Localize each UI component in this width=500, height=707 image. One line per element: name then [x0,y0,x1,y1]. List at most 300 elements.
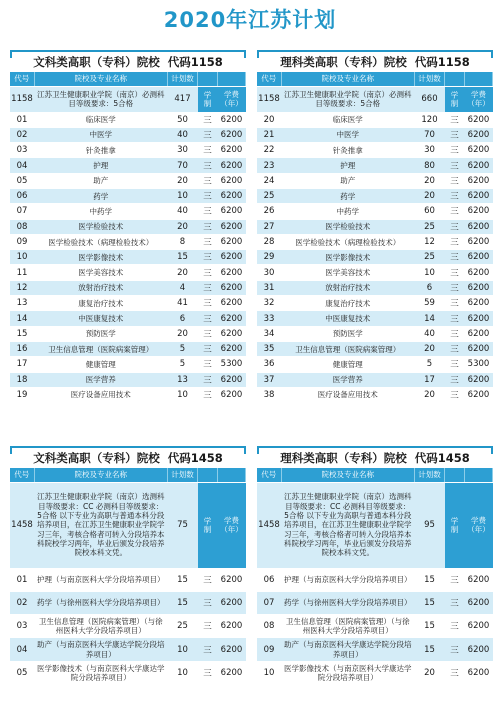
major-name: 临床医学 [34,112,168,127]
major-fee: 6200 [218,280,246,295]
major-code: 27 [257,219,281,234]
major-system: 三 [198,296,218,311]
major-name: 中医学 [281,127,415,142]
major-system: 三 [198,280,218,295]
major-name: 卫生信息管理（医院病案管理）（与徐州医科大学分段培养项目） [281,614,415,638]
system-label: 学制 [445,482,465,568]
major-plan: 12 [415,234,445,249]
plan-table [10,468,246,686]
table-row [10,311,246,326]
major-plan: 10 [415,265,445,280]
corner-decoration [10,446,18,454]
table-row [10,112,246,127]
major-system: 三 [198,372,218,387]
major-fee: 6200 [218,127,246,142]
major-fee: 6200 [465,265,493,280]
major-fee: 6200 [218,326,246,341]
major-code: 07 [257,591,281,614]
major-fee: 6200 [218,341,246,356]
major-fee: 6200 [465,638,493,662]
plan-table [257,72,493,403]
major-plan: 25 [415,250,445,265]
major-name: 医学美容技术 [281,265,415,280]
table-row [10,341,246,356]
major-fee: 6200 [218,158,246,173]
table-row [257,250,493,265]
major-code: 18 [10,372,34,387]
table-row [257,188,493,203]
major-name: 医疗设备应用技术 [281,387,415,402]
major-code: 32 [257,296,281,311]
major-name: 护理 [34,158,168,173]
major-name: 医学影像技术（与南京医科大学康达学院分段培养项目） [281,662,415,686]
institution-plan: 75 [168,482,198,568]
major-name: 药学 [34,188,168,203]
major-system: 三 [445,591,465,614]
major-code: 10 [10,250,34,265]
major-name: 医学检验技术（病理检验技术） [34,234,168,249]
institution-name: 江苏卫生健康职业学院（南京）必测科目等级要求：5合格 [281,86,415,112]
panel-header [10,446,246,468]
major-plan: 20 [415,188,445,203]
major-plan: 30 [415,143,445,158]
major-plan: 8 [168,234,198,249]
major-system: 三 [445,638,465,662]
major-code: 08 [257,614,281,638]
major-system: 三 [445,234,465,249]
major-fee: 6200 [465,614,493,638]
major-plan: 6 [415,280,445,295]
major-plan: 50 [168,112,198,127]
major-plan: 10 [168,662,198,686]
col-header-name: 院校及专业名称 [34,468,168,482]
major-fee: 6200 [218,143,246,158]
major-fee: 6200 [465,296,493,311]
major-code: 31 [257,280,281,295]
major-system: 三 [445,357,465,372]
panel-code: 代码1158 [414,55,470,69]
major-system: 三 [198,143,218,158]
major-system: 三 [198,357,218,372]
institution-name: 江苏卫生健康职业学院（南京）选测科目等级要求：CC 必测科目等级要求：5合格 以下专业为高职与普通本科分段培养项目，在江苏卫生健康职业学院学习三年，考核合格者可转入分段培养本科院校学习两年，毕业后颁发分段培养院校本科文凭。 [281,482,415,568]
major-fee: 6200 [218,662,246,686]
major-fee: 6200 [465,326,493,341]
col-header-system [445,468,465,482]
major-plan: 41 [168,296,198,311]
major-system: 三 [198,219,218,234]
major-system: 三 [445,265,465,280]
major-code: 01 [10,112,34,127]
table-row [257,234,493,249]
col-header-plan: 计划数 [415,468,445,482]
major-fee: 6200 [465,234,493,249]
major-plan: 5 [168,341,198,356]
major-plan: 70 [415,127,445,142]
major-code: 37 [257,372,281,387]
major-plan: 20 [415,662,445,686]
table-row [257,296,493,311]
corner-decoration [10,50,18,58]
major-fee: 6200 [465,372,493,387]
major-system: 三 [445,614,465,638]
major-plan: 10 [168,638,198,662]
major-system: 三 [445,250,465,265]
major-plan: 20 [168,265,198,280]
major-code: 03 [10,143,34,158]
major-plan: 60 [415,204,445,219]
panel-title: 理科类高职（专科）院校 [280,451,407,465]
corner-decoration [257,50,265,58]
major-name: 药学（与徐州医科大学分段培养项目） [34,591,168,614]
major-system: 三 [198,387,218,402]
major-name: 医疗设备应用技术 [34,387,168,402]
table-row [10,326,246,341]
col-header-fee [218,72,246,86]
major-name: 预防医学 [34,326,168,341]
major-code: 05 [10,173,34,188]
fee-label: 学费（年） [465,482,493,568]
table-row [10,265,246,280]
institution-plan: 417 [168,86,198,112]
major-plan: 40 [415,326,445,341]
major-code: 08 [10,219,34,234]
major-code: 35 [257,341,281,356]
major-system: 三 [445,112,465,127]
major-system: 三 [445,662,465,686]
major-name: 临床医学 [281,112,415,127]
major-code: 11 [10,265,34,280]
major-code: 13 [10,296,34,311]
fee-label: 学费（年） [465,86,493,112]
major-fee: 6200 [218,568,246,591]
col-header-name: 院校及专业名称 [281,468,415,482]
table-row [257,280,493,295]
col-header-fee [465,72,493,86]
table-row [257,591,493,614]
table-row [10,173,246,188]
major-name: 护理 [281,158,415,173]
major-fee: 6200 [218,234,246,249]
major-name: 医学影像技术 [34,250,168,265]
major-code: 17 [10,357,34,372]
major-fee: 6200 [218,638,246,662]
panel-code: 代码1458 [414,451,470,465]
major-fee: 6200 [465,204,493,219]
major-code: 22 [257,143,281,158]
major-name: 助产 [34,173,168,188]
table-row [257,173,493,188]
institution-code: 1458 [257,482,281,568]
major-name: 医学检验技术 [281,219,415,234]
panel-title: 文科类高职（专科）院校 [33,55,160,69]
major-name: 药学（与徐州医科大学分段培养项目） [281,591,415,614]
table-row [10,250,246,265]
corner-decoration [238,446,246,454]
table-row [257,127,493,142]
major-name: 助产（与南京医科大学康达学院分段培养项目） [34,638,168,662]
col-header-code: 代号 [257,468,281,482]
major-code: 04 [10,158,34,173]
major-name: 健康管理 [281,357,415,372]
major-code: 12 [10,280,34,295]
major-system: 三 [198,638,218,662]
table-row [10,158,246,173]
major-plan: 15 [415,614,445,638]
plan-panel [257,50,493,403]
major-fee: 6200 [465,158,493,173]
major-code: 02 [10,127,34,142]
col-header-fee [465,468,493,482]
major-fee: 6200 [465,662,493,686]
major-code: 30 [257,265,281,280]
major-fee: 6200 [218,204,246,219]
major-system: 三 [445,372,465,387]
major-code: 21 [257,127,281,142]
panel-title: 理科类高职（专科）院校 [280,55,407,69]
major-name: 中药学 [281,204,415,219]
institution-code: 1458 [10,482,34,568]
table-row [10,188,246,203]
corner-decoration [485,446,493,454]
major-fee: 6200 [465,112,493,127]
system-label: 学制 [445,86,465,112]
major-system: 三 [445,219,465,234]
major-code: 24 [257,173,281,188]
major-fee: 6200 [465,143,493,158]
table-row [257,372,493,387]
col-header-name: 院校及专业名称 [34,72,168,86]
plan-table [257,468,493,686]
major-system: 三 [445,127,465,142]
major-code: 10 [257,662,281,686]
major-name: 康复治疗技术 [34,296,168,311]
plan-panel [257,446,493,686]
table-row [10,127,246,142]
major-plan: 15 [168,568,198,591]
major-system: 三 [198,234,218,249]
major-plan: 30 [168,143,198,158]
major-code: 23 [257,158,281,173]
major-system: 三 [198,614,218,638]
major-plan: 20 [168,173,198,188]
major-name: 护理（与南京医科大学分段培养项目） [34,568,168,591]
major-name: 助产（与南京医科大学康达学院分段培养项目） [281,638,415,662]
table-row [257,143,493,158]
corner-decoration [485,50,493,58]
col-header-fee [218,468,246,482]
major-fee: 5300 [218,357,246,372]
major-code: 29 [257,250,281,265]
table-row [257,638,493,662]
major-plan: 20 [168,326,198,341]
major-name: 卫生信息管理（医院病案管理）（与徐州医科大学分段培养项目） [34,614,168,638]
major-code: 09 [257,638,281,662]
table-row [10,219,246,234]
major-fee: 6200 [218,311,246,326]
institution-plan: 660 [415,86,445,112]
major-fee: 6200 [465,341,493,356]
major-fee: 6200 [465,127,493,142]
major-fee: 6200 [465,311,493,326]
table-row [257,387,493,402]
major-code: 04 [10,638,34,662]
table-row [10,143,246,158]
panel-code: 代码1158 [167,55,223,69]
col-header-plan: 计划数 [415,72,445,86]
col-header-system [198,468,218,482]
major-plan: 5 [415,357,445,372]
major-code: 01 [10,568,34,591]
panel-header [10,50,246,72]
major-system: 三 [198,311,218,326]
major-fee: 6200 [465,250,493,265]
major-system: 三 [198,250,218,265]
major-system: 三 [445,326,465,341]
major-name: 药学 [281,188,415,203]
major-system: 三 [198,326,218,341]
major-name: 放射治疗技术 [281,280,415,295]
table-row [257,219,493,234]
table-row [10,591,246,614]
major-system: 三 [198,341,218,356]
major-fee: 6200 [218,614,246,638]
major-name: 医学影像技术 [281,250,415,265]
table-row [257,311,493,326]
major-plan: 20 [415,387,445,402]
major-plan: 20 [415,341,445,356]
major-name: 医学营养 [34,372,168,387]
table-row [10,387,246,402]
table-row [257,265,493,280]
major-system: 三 [198,112,218,127]
panel-title: 文科类高职（专科）院校 [33,451,160,465]
table-row [257,158,493,173]
major-fee: 5300 [465,357,493,372]
major-name: 针灸推拿 [281,143,415,158]
col-header-code: 代号 [257,72,281,86]
major-system: 三 [445,173,465,188]
major-plan: 20 [168,219,198,234]
institution-name: 江苏卫生健康职业学院（南京）选测科目等级要求：CC 必测科目等级要求：5合格 以下专业为高职与普通本科分段培养项目，在江苏卫生健康职业学院学习三年，考核合格者可转入分段培养本科院校学习两年，毕业后颁发分段培养院校本科文凭。 [34,482,168,568]
major-system: 三 [445,341,465,356]
major-system: 三 [198,127,218,142]
institution-code: 1158 [257,86,281,112]
col-header-system [445,72,465,86]
major-plan: 6 [168,311,198,326]
major-code: 15 [10,326,34,341]
major-system: 三 [198,591,218,614]
major-fee: 6200 [465,280,493,295]
major-name: 助产 [281,173,415,188]
col-header-plan: 计划数 [168,72,198,86]
major-code: 06 [257,568,281,591]
major-fee: 6200 [218,250,246,265]
major-code: 36 [257,357,281,372]
major-name: 中药学 [34,204,168,219]
system-label: 学制 [198,482,218,568]
major-plan: 80 [415,158,445,173]
major-system: 三 [198,662,218,686]
table-row [257,357,493,372]
major-code: 19 [10,387,34,402]
table-row [257,662,493,686]
corner-decoration [238,50,246,58]
major-plan: 70 [168,158,198,173]
major-name: 医学检验技术（病理检验技术） [281,234,415,249]
fee-label: 学费（年） [218,482,246,568]
table-row [10,614,246,638]
major-plan: 17 [415,372,445,387]
table-row [10,204,246,219]
panel-code: 代码1458 [167,451,223,465]
major-name: 医学检验技术 [34,219,168,234]
major-name: 卫生信息管理（医院病案管理） [281,341,415,356]
major-fee: 6200 [218,112,246,127]
col-header-name: 院校及专业名称 [281,72,415,86]
major-plan: 15 [415,591,445,614]
major-fee: 6200 [218,387,246,402]
major-code: 06 [10,188,34,203]
major-name: 中医学 [34,127,168,142]
major-plan: 10 [168,188,198,203]
major-plan: 59 [415,296,445,311]
table-row [257,204,493,219]
major-fee: 6200 [218,188,246,203]
major-code: 07 [10,204,34,219]
panel-header [257,50,493,72]
table-row [257,568,493,591]
major-system: 三 [198,188,218,203]
table-row [10,357,246,372]
table-row [257,326,493,341]
major-name: 卫生信息管理（医院病案管理） [34,341,168,356]
table-row [257,341,493,356]
table-row [10,296,246,311]
major-name: 医学美容技术 [34,265,168,280]
major-system: 三 [445,204,465,219]
page-title: 2020年江苏计划 [163,8,337,32]
major-name: 康复治疗技术 [281,296,415,311]
major-code: 05 [10,662,34,686]
major-system: 三 [445,311,465,326]
major-code: 09 [10,234,34,249]
institution-plan: 95 [415,482,445,568]
major-code: 16 [10,341,34,356]
major-fee: 6200 [218,265,246,280]
table-row [10,234,246,249]
major-name: 医学影像技术（与南京医科大学康达学院分段培养项目） [34,662,168,686]
col-header-code: 代号 [10,468,34,482]
major-system: 三 [198,568,218,591]
major-plan: 13 [168,372,198,387]
major-system: 三 [198,173,218,188]
major-fee: 6200 [218,591,246,614]
major-plan: 5 [168,357,198,372]
major-plan: 20 [415,173,445,188]
plan-panel [10,446,246,686]
major-code: 26 [257,204,281,219]
major-plan: 14 [415,311,445,326]
plan-table [10,72,246,403]
major-name: 放射治疗技术 [34,280,168,295]
major-plan: 40 [168,204,198,219]
table-row [10,638,246,662]
major-plan: 10 [168,387,198,402]
major-code: 34 [257,326,281,341]
col-header-code: 代号 [10,72,34,86]
major-system: 三 [445,188,465,203]
major-name: 中医康复技术 [281,311,415,326]
